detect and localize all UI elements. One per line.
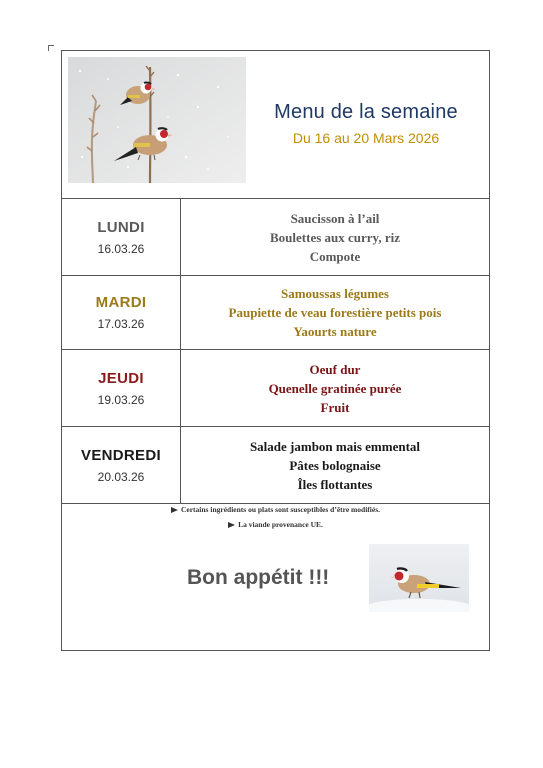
day-row-mardi	[62, 276, 489, 350]
day-date: 20.03.26	[97, 469, 145, 484]
dish-item: Fruit	[320, 399, 350, 415]
closing-message: Bon appétit !!!	[187, 566, 330, 589]
day-row-vendredi	[62, 427, 489, 504]
dish-item: Compote	[309, 248, 361, 264]
title-block	[248, 101, 484, 146]
day-row-lundi	[62, 199, 489, 276]
note-line	[62, 505, 489, 514]
day-cell	[62, 350, 181, 426]
note-text: La viande provenance UE.	[238, 520, 323, 529]
day-name: LUNDI	[97, 218, 145, 236]
dish-item: Yaourts nature	[293, 324, 377, 339]
dish-item: Samoussas légumes	[281, 286, 389, 301]
dish-item: Boulettes aux curry, riz	[270, 229, 400, 245]
day-name: VENDREDI	[81, 446, 161, 464]
day-date: 16.03.26	[97, 241, 145, 256]
day-row-jeudi	[62, 350, 489, 427]
dish-item: Saucisson à l’ail	[290, 210, 380, 226]
corner-crop-mark	[48, 45, 54, 51]
day-date: 19.03.26	[97, 392, 145, 407]
day-name: MARDI	[95, 294, 147, 311]
goldfinch-on-snow-photo	[369, 544, 469, 612]
dish-item: Oeuf dur	[309, 361, 361, 377]
menu-sheet	[61, 50, 490, 651]
menu-header	[62, 51, 489, 199]
note-text: Certains ingrédients ou plats sont susceptibles d’être modifiés.	[180, 505, 381, 514]
arrow-bullet-icon	[171, 507, 178, 513]
day-cell	[62, 276, 181, 349]
page-title: Menu de la semaine	[274, 101, 458, 123]
dish-item: Pâtes bolognaise	[289, 457, 381, 473]
arrow-bullet-icon	[228, 522, 235, 528]
dish-item: Quenelle gratinée purée	[268, 380, 402, 396]
dish-list	[181, 276, 489, 349]
day-cell	[62, 427, 181, 503]
goldfinches-in-snow-photo	[68, 57, 246, 183]
note-line	[62, 520, 489, 529]
dish-list	[181, 350, 489, 426]
menu-footer	[62, 502, 489, 650]
dish-item: Paupiette de veau forestière petits pois	[228, 305, 442, 320]
day-cell	[62, 199, 181, 275]
dish-list	[181, 199, 489, 275]
week-range: Du 16 au 20 Mars 2026	[292, 130, 440, 146]
dish-list	[181, 427, 489, 503]
day-name: JEUDI	[98, 369, 144, 387]
day-date: 17.03.26	[97, 317, 145, 331]
dish-item: Salade jambon mais emmental	[249, 438, 421, 454]
dish-item: Îles flottantes	[297, 476, 373, 492]
